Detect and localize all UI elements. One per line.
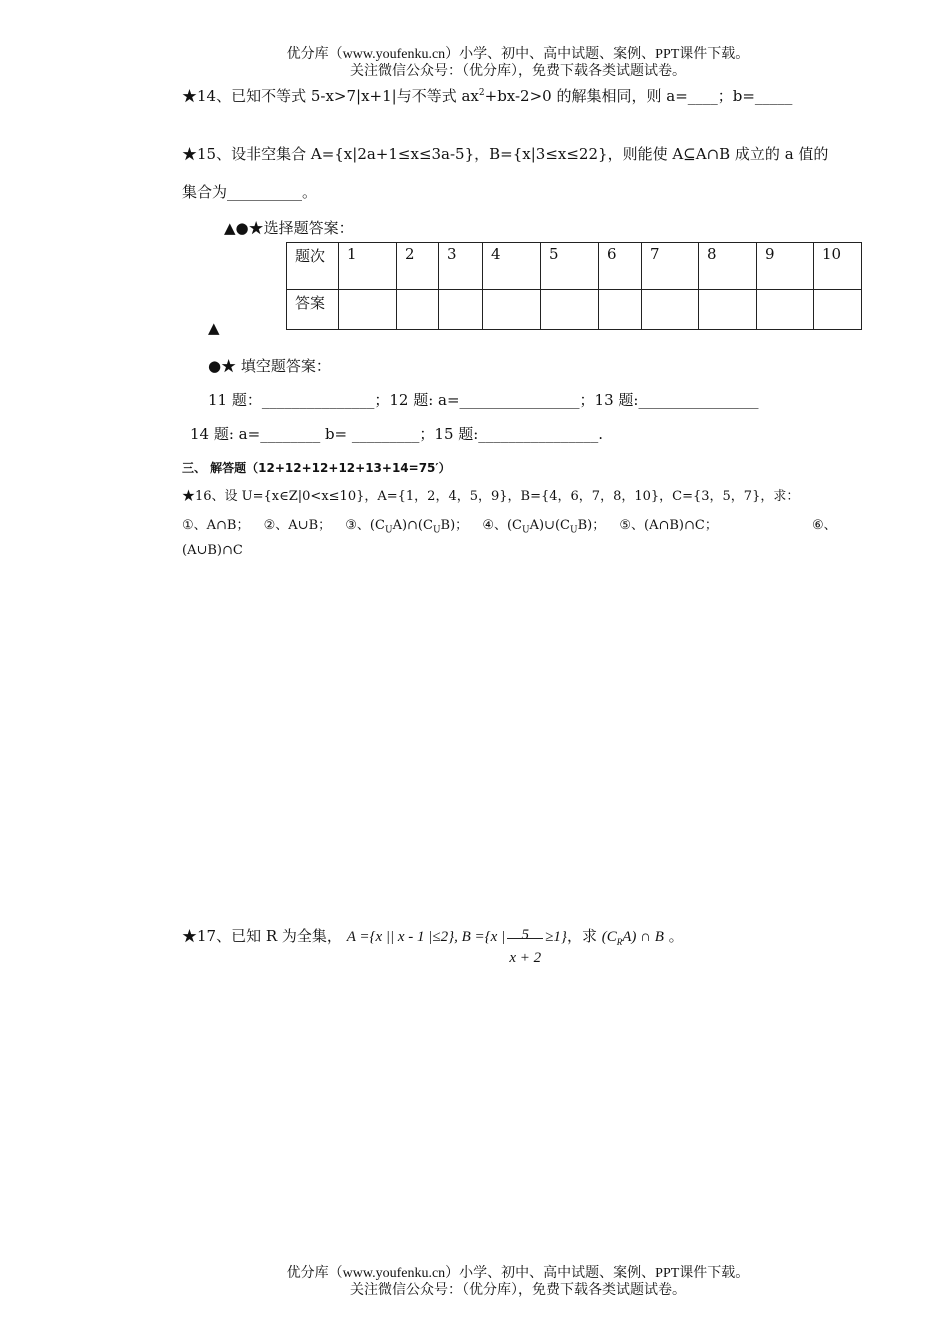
header-line-1: 优分库（www.youfenku.cn）小学、初中、高中试题、案例、PPT课件下载。 <box>286 47 750 62</box>
question-number-cell: 7 <box>642 243 699 290</box>
header-line-2: 关注微信公众号：（优分库），免费下载各类试题试卷。 <box>350 64 686 79</box>
answer-cell[interactable] <box>439 290 483 330</box>
triangle-marker: ▲ <box>208 319 220 337</box>
question-16-line-1: ★16、设 U={x∈Z|0<x≤10}，A={1，2，4，5，9}，B={4，6，7，8，10}，C={3，5，7}，求： <box>182 489 800 504</box>
question-17 <box>182 918 684 966</box>
row-header-question: 题次 <box>287 243 339 290</box>
question-number-cell: 9 <box>757 243 814 290</box>
choice-answer-table <box>286 242 862 330</box>
item-5: ⑤、(A∩B)∩C； <box>619 518 718 533</box>
answer-cell[interactable] <box>397 290 439 330</box>
question-14-text: ★14、已知不等式 5-x>7|x+1|与不等式 ax <box>182 87 479 105</box>
answer-cell[interactable] <box>814 290 862 330</box>
answer-cell[interactable] <box>757 290 814 330</box>
footer-line-2: 关注微信公众号：（优分库），免费下载各类试题试卷。 <box>350 1283 686 1298</box>
answer-cell[interactable] <box>339 290 397 330</box>
answer-cell[interactable] <box>541 290 599 330</box>
question-16-items <box>182 516 842 536</box>
question-number-cell: 2 <box>397 243 439 290</box>
question-number-cell: 6 <box>599 243 642 290</box>
item-4: ④、$(C_UA)\cup(C_UB)$； <box>482 518 606 536</box>
fill-answer-line-1: 11 题：_______________；12 题: a=________________；13 题:________________ <box>208 391 759 409</box>
question-17-intro: ★17、已知 R 为全集， <box>182 927 342 945</box>
item-6-label: ⑥、 <box>812 518 837 533</box>
question-number-cell: 10 <box>814 243 862 290</box>
answer-cell[interactable] <box>642 290 699 330</box>
question-17-ask: ，求 <box>566 927 597 945</box>
answer-cell[interactable] <box>699 290 757 330</box>
complement-expression: $(C_RA)$ ∩ B <box>601 929 664 947</box>
question-15-line-1: ★15、设非空集合 A={x|2a+1≤x≤3a-5}，B={x|3≤x≤22}，则能使 A⊆A∩B 成立的 a 值的 <box>182 145 829 163</box>
question-number-row <box>287 243 862 290</box>
question-14-exponent: 2 <box>478 88 485 98</box>
question-number-cell: 1 <box>339 243 397 290</box>
question-16-line-3: (A∪B)∩C <box>182 543 243 558</box>
row-header-answer: 答案 <box>287 290 339 330</box>
fraction-denominator: x + 2 <box>509 950 542 966</box>
question-14 <box>182 86 792 106</box>
question-number-cell: 3 <box>439 243 483 290</box>
inequality-close: ≥1} <box>545 929 567 945</box>
item-2: ②、A∪B； <box>263 518 332 533</box>
fill-answer-line-2: 14 题: a=________ b= _________；15 题:________________. <box>190 425 604 443</box>
footer-line-1: 优分库（www.youfenku.cn）小学、初中、高中试题、案例、PPT课件下载。 <box>286 1266 750 1281</box>
set-definition: A ={x || x - 1 |≤2}, B ={x | <box>346 929 506 945</box>
answer-cell[interactable] <box>483 290 541 330</box>
question-number-cell: 4 <box>483 243 541 290</box>
question-number-cell: 8 <box>699 243 757 290</box>
choice-answer-title: ▲●★选择题答案： <box>224 219 354 237</box>
fill-answer-title: ●★ 填空题答案： <box>208 357 331 375</box>
fraction-numerator: 5 <box>521 927 529 943</box>
question-17-end: 。 <box>668 927 684 945</box>
fraction <box>505 919 545 966</box>
fraction-bar <box>507 938 543 939</box>
item-1: ①、A∩B； <box>182 518 250 533</box>
answer-cell[interactable] <box>599 290 642 330</box>
item-3: ③、$(C_UA)\cap(C_UB)$； <box>345 518 469 536</box>
question-15-line-2: 集合为__________。 <box>182 183 318 201</box>
part-3-title: 三、 解答题（12+12+12+12+13+14=75′） <box>182 461 451 475</box>
question-number-cell: 5 <box>541 243 599 290</box>
question-14-tail: +bx-2>0 的解集相同，则 a=____；b=_____ <box>484 87 793 105</box>
answer-row <box>287 290 862 330</box>
